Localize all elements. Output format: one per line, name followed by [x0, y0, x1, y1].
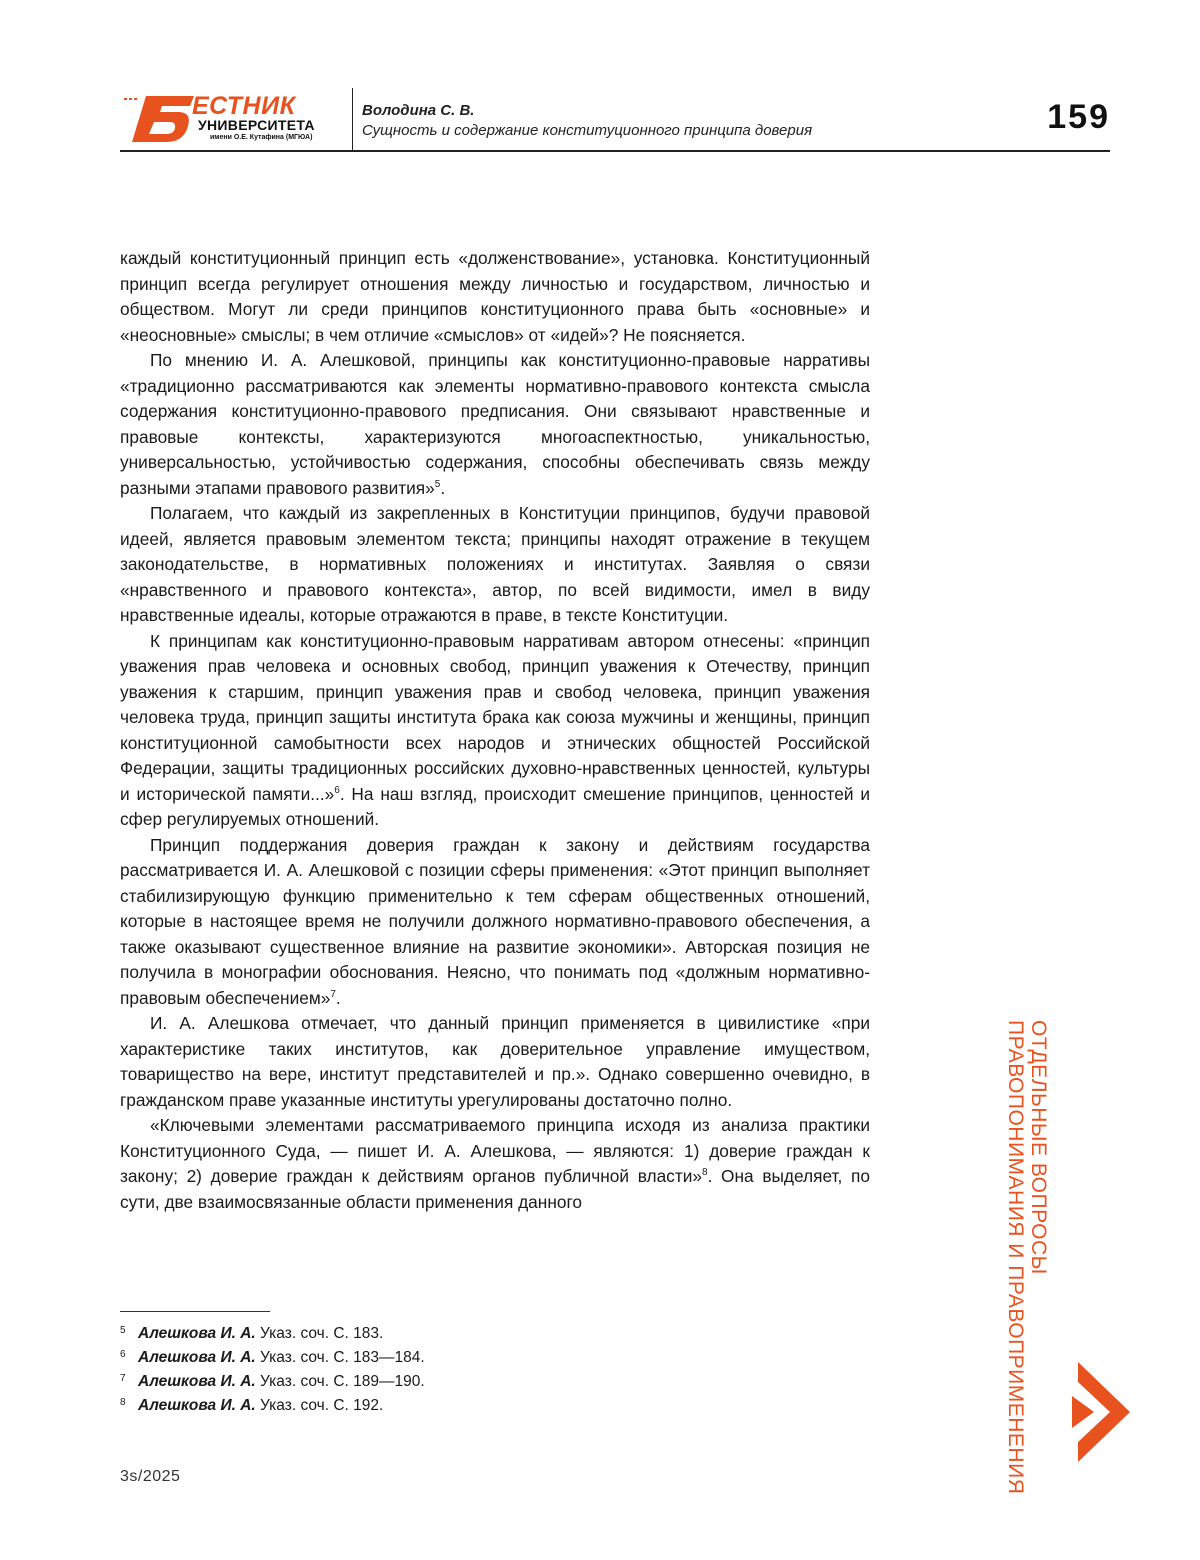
section-arrow-icon [1072, 1362, 1130, 1462]
header-author: Володина С. В. [362, 102, 475, 119]
issue-number: 3s/2025 [120, 1468, 181, 1485]
footnote-text: Указ. соч. С. 183. [255, 1325, 384, 1342]
footnote-author: Алешкова И. А. [138, 1349, 256, 1366]
footnote-number: 5 [120, 1325, 126, 1336]
paragraph-text-end: . [440, 477, 446, 498]
header-divider [352, 88, 353, 150]
footnote-text: Указ. соч. С. 183—184. [255, 1349, 425, 1366]
footnote-ref[interactable]: 8 [702, 1167, 708, 1179]
page-number: 159 [1047, 98, 1110, 136]
article-body [120, 246, 870, 1215]
footnote-item [120, 1394, 820, 1418]
footnote-author: Алешкова И. А. [138, 1325, 256, 1342]
header-article-title: Сущность и содержание конституционного принципа доверия [362, 122, 813, 139]
paragraph-text: Принцип поддержания доверия граждан к закону и действиям государства рассматривается И. А. Алешковой с позиции сферы применения: «Этот принцип выполняет стабилизирующую функцию применительно к тем сферам общественных отношений, которые в настоящее время не получили должного нормативно-правового обеспечения, а также оказывают существенное влияние на развитие экономики». Авторская позиция не получила в монографии обоснования. Неясно, что понимать под «должным нормативно-правовым обеспечением» [120, 834, 870, 1008]
footnote-item [120, 1322, 820, 1346]
paragraph-text-end: . На наш взгляд, происходит смешение принципов, ценностей и сфер регулируемых отношений. [120, 783, 870, 829]
paragraph [120, 1113, 870, 1215]
paragraph [120, 501, 870, 629]
footnote-text: Указ. соч. С. 189—190. [255, 1373, 425, 1390]
footnote-ref[interactable]: 7 [330, 988, 336, 1000]
footnote-ref[interactable]: 6 [334, 784, 340, 796]
footnote-item [120, 1370, 820, 1394]
footnote-text: Указ. соч. С. 192. [255, 1397, 384, 1414]
paragraph [120, 1011, 870, 1113]
paragraph-text: каждый конституционный принцип есть «долженствование», установка. Конституционный принцип всегда регулирует отношения между личностью и государством, личностью и обществом. Могут ли среди принципов конституционного права быть «основные» и «неосновные» смыслы; в чем отличие «смыслов» от «идей»? Не поясняется. [120, 248, 870, 345]
paragraph-text: И. А. Алешкова отмечает, что данный принцип применяется в цивилистике «при характеристике таких институтов, как доверительное управление имуществом, товарищество на вере, институт представителей и пр.». Однако совершенно очевидно, в гражданском праве указанные институты урегулированы достаточно полно. [120, 1013, 870, 1110]
footnote-ref[interactable]: 5 [434, 478, 441, 490]
footnote-author: Алешкова И. А. [138, 1373, 256, 1390]
paragraph-text: «Ключевыми элементами рассматриваемого принципа исходя из анализа практики Конституционного Суда, — пишет И. А. Алешкова, — являются: 1) доверие граждан к закону; 2) доверие граждан к действиям органов публичной власти» [120, 1115, 870, 1186]
footnote-number: 6 [120, 1349, 126, 1360]
paragraph [120, 246, 870, 348]
footnote-number: 7 [120, 1373, 126, 1384]
footnote-number: 8 [120, 1397, 126, 1408]
logo-small-caption: имени О.Е. Кутафина (МГЮА) [210, 134, 313, 141]
section-label [1000, 1020, 1050, 1495]
logo-subtitle: УНИВЕРСИТЕТА [198, 117, 315, 133]
footnote-divider [120, 1311, 270, 1312]
section-label-line-1: ОТДЕЛЬНЫЕ ВОПРОСЫ [1027, 1020, 1050, 1275]
logo-b-icon [124, 94, 196, 146]
paragraph-text: По мнению И. А. Алешковой, принципы как конституционно-правовые нарративы «традиционно рассматриваются как элементы нормативно-правового контекста смысла содержания конституционно-правового предписания. Они связывают нравственные и правовые контексты, характеризуются многоаспектностью, уникальностью, универсальностью, устойчивостью содержания, способны обеспечивать связь между разными этапами правового развития» [120, 350, 870, 498]
paragraph-text: Полагаем, что каждый из закрепленных в Конституции принципов, будучи правовой идеей, является правовым элементом текста; принципы находят отражение в текущем законодательстве, в нормативных положениях и институтах. Заявляя о связи «нравственного и правового контекста», автор, по всей видимости, имел в виду нравственные идеалы, которые отражаются в праве, в тексте Конституции. [120, 503, 870, 625]
paragraph-text: К принципам как конституционно-правовым нарративам автором отнесены: «принцип уважения прав человека и основных свобод, принцип уважения к Отечеству, принцип уважения к старшим, принцип уважения прав и свобод человека, принцип уважения человека труда, принцип защиты института брака как союза мужчины и женщины, принцип конституционной самобытности всех народов и этнических общностей Российской Федерации, защиты традиционных российских духовно-нравственных ценностей, культуры и исторической памяти...» [120, 630, 870, 804]
footnote-author: Алешкова И. А. [138, 1397, 256, 1414]
footnote-item [120, 1346, 820, 1370]
page-header [120, 88, 1110, 152]
paragraph-text-end: . Она выделяет, по сути, две взаимосвязанные области применения данного [120, 1166, 870, 1212]
paragraph [120, 629, 870, 833]
footnotes [120, 1322, 820, 1418]
paragraph [120, 833, 870, 1012]
logo-title: ЕСТНИК [192, 92, 296, 120]
section-label-line-2: ПРАВОПОНИМАНИЯ И ПРАВОПРИМЕНЕНИЯ [1004, 1020, 1027, 1495]
journal-logo [120, 92, 330, 148]
paragraph [120, 348, 870, 501]
paragraph-text-end: . [335, 987, 341, 1008]
